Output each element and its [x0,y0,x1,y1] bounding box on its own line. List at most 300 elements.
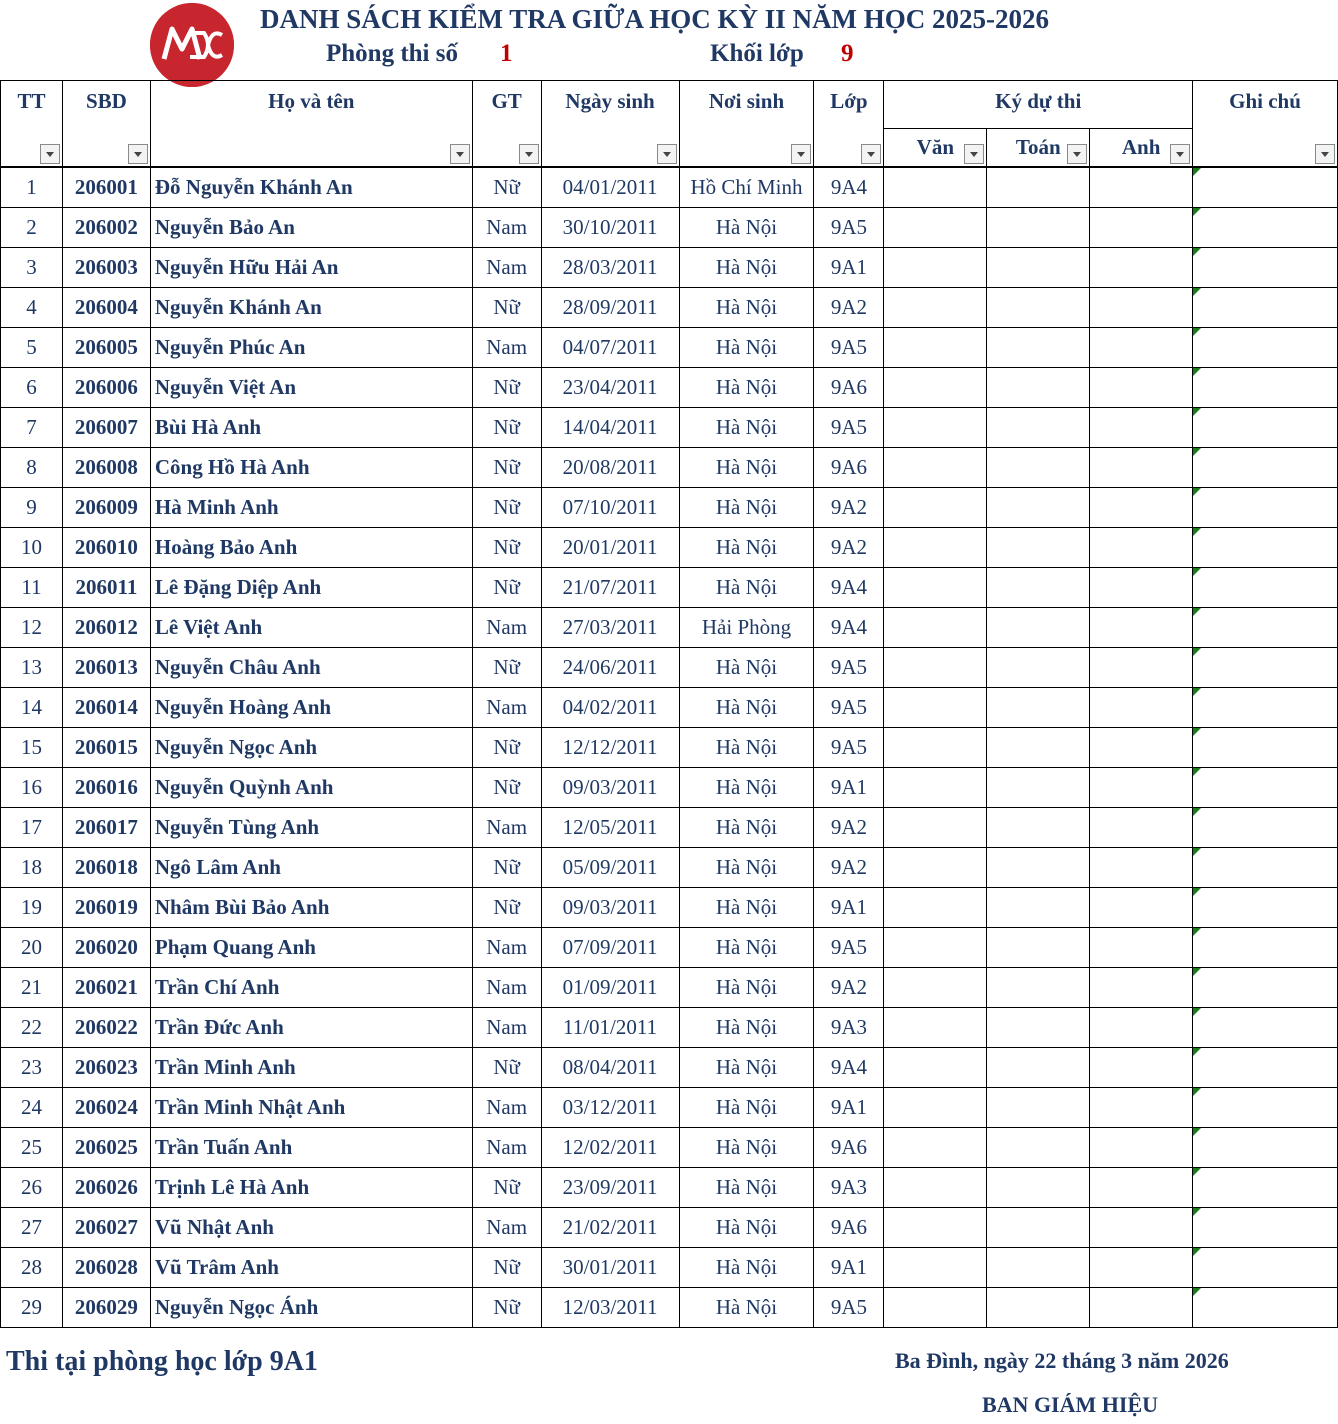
cell-toan[interactable] [987,888,1090,928]
cell-van[interactable] [884,1128,987,1168]
cell-van[interactable] [884,688,987,728]
cell-dob[interactable]: 12/03/2011 [541,1288,679,1328]
cell-note[interactable] [1193,408,1338,448]
cell-gt[interactable]: Nữ [472,288,541,328]
cell-gt[interactable]: Nam [472,968,541,1008]
cell-pob[interactable]: Hà Nội [679,1088,814,1128]
cell-sbd[interactable]: 206014 [62,688,150,728]
cell-dob[interactable]: 12/12/2011 [541,728,679,768]
cell-anh[interactable] [1090,528,1193,568]
cell-dob[interactable]: 28/09/2011 [541,288,679,328]
cell-tt[interactable]: 19 [1,888,63,928]
cell-note[interactable] [1193,1248,1338,1288]
cell-note[interactable] [1193,208,1338,248]
cell-name[interactable]: Nguyễn Khánh An [150,288,472,328]
cell-van[interactable] [884,1088,987,1128]
cell-class[interactable]: 9A2 [814,848,884,888]
cell-dob[interactable]: 12/02/2011 [541,1128,679,1168]
cell-toan[interactable] [987,528,1090,568]
cell-sbd[interactable]: 206028 [62,1248,150,1288]
cell-sbd[interactable]: 206013 [62,648,150,688]
cell-anh[interactable] [1090,848,1193,888]
cell-dob[interactable]: 09/03/2011 [541,768,679,808]
cell-pob[interactable]: Hà Nội [679,1008,814,1048]
cell-name[interactable]: Lê Việt Anh [150,608,472,648]
cell-toan[interactable] [987,568,1090,608]
cell-van[interactable] [884,968,987,1008]
cell-class[interactable]: 9A2 [814,808,884,848]
cell-gt[interactable]: Nam [472,328,541,368]
cell-dob[interactable]: 28/03/2011 [541,248,679,288]
cell-sbd[interactable]: 206026 [62,1168,150,1208]
cell-anh[interactable] [1090,208,1193,248]
cell-sbd[interactable]: 206019 [62,888,150,928]
cell-class[interactable]: 9A2 [814,288,884,328]
cell-tt[interactable]: 20 [1,928,63,968]
cell-toan[interactable] [987,328,1090,368]
cell-tt[interactable]: 21 [1,968,63,1008]
cell-note[interactable] [1193,1208,1338,1248]
cell-van[interactable] [884,1288,987,1328]
cell-anh[interactable] [1090,928,1193,968]
cell-gt[interactable]: Nữ [472,1288,541,1328]
cell-name[interactable]: Trịnh Lê Hà Anh [150,1168,472,1208]
cell-gt[interactable]: Nam [472,208,541,248]
cell-toan[interactable] [987,408,1090,448]
cell-note[interactable] [1193,1008,1338,1048]
cell-gt[interactable]: Nam [472,1208,541,1248]
cell-anh[interactable] [1090,968,1193,1008]
cell-pob[interactable]: Hà Nội [679,288,814,328]
cell-class[interactable]: 9A2 [814,968,884,1008]
cell-anh[interactable] [1090,1048,1193,1088]
cell-toan[interactable] [987,848,1090,888]
cell-name[interactable]: Lê Đặng Diệp Anh [150,568,472,608]
cell-note[interactable] [1193,167,1338,208]
cell-anh[interactable] [1090,448,1193,488]
cell-anh[interactable] [1090,608,1193,648]
cell-toan[interactable] [987,1208,1090,1248]
cell-gt[interactable]: Nữ [472,768,541,808]
filter-dropdown-icon[interactable] [450,144,470,164]
cell-van[interactable] [884,608,987,648]
filter-dropdown-icon[interactable] [657,144,677,164]
cell-dob[interactable]: 21/02/2011 [541,1208,679,1248]
cell-class[interactable]: 9A5 [814,648,884,688]
cell-anh[interactable] [1090,1208,1193,1248]
cell-gt[interactable]: Nữ [472,1168,541,1208]
cell-note[interactable] [1193,568,1338,608]
cell-class[interactable]: 9A5 [814,328,884,368]
cell-dob[interactable]: 20/08/2011 [541,448,679,488]
cell-class[interactable]: 9A2 [814,528,884,568]
cell-dob[interactable]: 04/02/2011 [541,688,679,728]
cell-sbd[interactable]: 206009 [62,488,150,528]
cell-tt[interactable]: 29 [1,1288,63,1328]
cell-toan[interactable] [987,288,1090,328]
cell-gt[interactable]: Nữ [472,408,541,448]
cell-note[interactable] [1193,688,1338,728]
cell-dob[interactable]: 03/12/2011 [541,1088,679,1128]
cell-class[interactable]: 9A1 [814,1248,884,1288]
cell-pob[interactable]: Hà Nội [679,1208,814,1248]
cell-dob[interactable]: 27/03/2011 [541,608,679,648]
filter-dropdown-icon[interactable] [1067,144,1087,164]
cell-tt[interactable]: 14 [1,688,63,728]
cell-van[interactable] [884,928,987,968]
cell-class[interactable]: 9A5 [814,208,884,248]
cell-sbd[interactable]: 206017 [62,808,150,848]
cell-van[interactable] [884,488,987,528]
cell-class[interactable]: 9A4 [814,608,884,648]
cell-note[interactable] [1193,848,1338,888]
cell-name[interactable]: Nguyễn Hữu Hải An [150,248,472,288]
cell-class[interactable]: 9A1 [814,888,884,928]
cell-class[interactable]: 9A5 [814,728,884,768]
cell-toan[interactable] [987,928,1090,968]
cell-tt[interactable]: 18 [1,848,63,888]
cell-sbd[interactable]: 206022 [62,1008,150,1048]
cell-pob[interactable]: Hà Nội [679,528,814,568]
cell-sbd[interactable]: 206003 [62,248,150,288]
cell-van[interactable] [884,1248,987,1288]
cell-class[interactable]: 9A3 [814,1008,884,1048]
cell-name[interactable]: Công Hồ Hà Anh [150,448,472,488]
cell-sbd[interactable]: 206002 [62,208,150,248]
cell-class[interactable]: 9A4 [814,167,884,208]
cell-note[interactable] [1193,728,1338,768]
cell-name[interactable]: Nguyễn Hoàng Anh [150,688,472,728]
cell-toan[interactable] [987,688,1090,728]
cell-pob[interactable]: Hà Nội [679,648,814,688]
cell-note[interactable] [1193,648,1338,688]
cell-toan[interactable] [987,648,1090,688]
cell-toan[interactable] [987,768,1090,808]
cell-dob[interactable]: 07/10/2011 [541,488,679,528]
cell-dob[interactable]: 30/10/2011 [541,208,679,248]
cell-name[interactable]: Bùi Hà Anh [150,408,472,448]
cell-gt[interactable]: Nữ [472,368,541,408]
cell-gt[interactable]: Nữ [472,448,541,488]
cell-name[interactable]: Nhâm Bùi Bảo Anh [150,888,472,928]
cell-pob[interactable]: Hà Nội [679,728,814,768]
cell-name[interactable]: Hoàng Bảo Anh [150,528,472,568]
cell-note[interactable] [1193,808,1338,848]
cell-anh[interactable] [1090,1288,1193,1328]
cell-dob[interactable]: 30/01/2011 [541,1248,679,1288]
cell-tt[interactable]: 16 [1,768,63,808]
cell-name[interactable]: Trần Minh Nhật Anh [150,1088,472,1128]
cell-sbd[interactable]: 206016 [62,768,150,808]
cell-note[interactable] [1193,1168,1338,1208]
cell-anh[interactable] [1090,728,1193,768]
cell-anh[interactable] [1090,568,1193,608]
cell-name[interactable]: Trần Chí Anh [150,968,472,1008]
cell-van[interactable] [884,808,987,848]
cell-anh[interactable] [1090,288,1193,328]
cell-name[interactable]: Nguyễn Phúc An [150,328,472,368]
cell-sbd[interactable]: 206007 [62,408,150,448]
cell-gt[interactable]: Nữ [472,1048,541,1088]
cell-anh[interactable] [1090,408,1193,448]
cell-tt[interactable]: 26 [1,1168,63,1208]
cell-sbd[interactable]: 206020 [62,928,150,968]
cell-sbd[interactable]: 206011 [62,568,150,608]
cell-tt[interactable]: 15 [1,728,63,768]
cell-name[interactable]: Nguyễn Ngọc Anh [150,728,472,768]
cell-pob[interactable]: Hà Nội [679,368,814,408]
cell-note[interactable] [1193,488,1338,528]
cell-gt[interactable]: Nam [472,248,541,288]
cell-gt[interactable]: Nam [472,928,541,968]
cell-tt[interactable]: 10 [1,528,63,568]
filter-dropdown-icon[interactable] [519,144,539,164]
cell-note[interactable] [1193,928,1338,968]
cell-tt[interactable]: 7 [1,408,63,448]
cell-sbd[interactable]: 206015 [62,728,150,768]
cell-toan[interactable] [987,1088,1090,1128]
cell-note[interactable] [1193,1288,1338,1328]
cell-sbd[interactable]: 206021 [62,968,150,1008]
cell-pob[interactable]: Hà Nội [679,688,814,728]
cell-note[interactable] [1193,448,1338,488]
cell-class[interactable]: 9A6 [814,1128,884,1168]
cell-note[interactable] [1193,248,1338,288]
cell-gt[interactable]: Nam [472,688,541,728]
cell-dob[interactable]: 12/05/2011 [541,808,679,848]
cell-class[interactable]: 9A5 [814,928,884,968]
cell-dob[interactable]: 01/09/2011 [541,968,679,1008]
cell-gt[interactable]: Nữ [472,1248,541,1288]
cell-class[interactable]: 9A2 [814,488,884,528]
cell-toan[interactable] [987,1048,1090,1088]
cell-name[interactable]: Nguyễn Việt An [150,368,472,408]
cell-name[interactable]: Ngô Lâm Anh [150,848,472,888]
cell-dob[interactable]: 05/09/2011 [541,848,679,888]
cell-class[interactable]: 9A5 [814,688,884,728]
cell-anh[interactable] [1090,248,1193,288]
cell-class[interactable]: 9A1 [814,248,884,288]
cell-sbd[interactable]: 206006 [62,368,150,408]
cell-gt[interactable]: Nữ [472,488,541,528]
cell-van[interactable] [884,728,987,768]
cell-anh[interactable] [1090,328,1193,368]
cell-pob[interactable]: Hà Nội [679,1168,814,1208]
cell-anh[interactable] [1090,768,1193,808]
cell-dob[interactable]: 20/01/2011 [541,528,679,568]
cell-pob[interactable]: Hà Nội [679,208,814,248]
cell-class[interactable]: 9A4 [814,568,884,608]
cell-pob[interactable]: Hà Nội [679,1248,814,1288]
cell-pob[interactable]: Hà Nội [679,488,814,528]
cell-sbd[interactable]: 206005 [62,328,150,368]
cell-class[interactable]: 9A3 [814,1168,884,1208]
cell-pob[interactable]: Hà Nội [679,888,814,928]
cell-van[interactable] [884,1168,987,1208]
cell-pob[interactable]: Hà Nội [679,328,814,368]
cell-van[interactable] [884,648,987,688]
cell-note[interactable] [1193,288,1338,328]
filter-dropdown-icon[interactable] [791,144,811,164]
cell-dob[interactable]: 07/09/2011 [541,928,679,968]
cell-van[interactable] [884,568,987,608]
cell-pob[interactable]: Hà Nội [679,968,814,1008]
cell-pob[interactable]: Hồ Chí Minh [679,167,814,208]
cell-anh[interactable] [1090,1088,1193,1128]
cell-van[interactable] [884,408,987,448]
cell-tt[interactable]: 28 [1,1248,63,1288]
cell-gt[interactable]: Nam [472,1128,541,1168]
cell-name[interactable]: Nguyễn Châu Anh [150,648,472,688]
cell-toan[interactable] [987,728,1090,768]
filter-dropdown-icon[interactable] [1315,144,1335,164]
cell-van[interactable] [884,167,987,208]
cell-gt[interactable]: Nữ [472,648,541,688]
cell-tt[interactable]: 6 [1,368,63,408]
cell-anh[interactable] [1090,368,1193,408]
cell-class[interactable]: 9A6 [814,1208,884,1248]
cell-toan[interactable] [987,808,1090,848]
cell-van[interactable] [884,1008,987,1048]
cell-anh[interactable] [1090,1008,1193,1048]
cell-note[interactable] [1193,1048,1338,1088]
cell-sbd[interactable]: 206012 [62,608,150,648]
cell-sbd[interactable]: 206010 [62,528,150,568]
cell-dob[interactable]: 11/01/2011 [541,1008,679,1048]
cell-sbd[interactable]: 206004 [62,288,150,328]
cell-gt[interactable]: Nam [472,608,541,648]
filter-dropdown-icon[interactable] [1170,144,1190,164]
cell-pob[interactable]: Hà Nội [679,808,814,848]
cell-name[interactable]: Trần Đức Anh [150,1008,472,1048]
cell-toan[interactable] [987,488,1090,528]
cell-anh[interactable] [1090,1248,1193,1288]
cell-class[interactable]: 9A1 [814,768,884,808]
cell-name[interactable]: Đỗ Nguyễn Khánh An [150,167,472,208]
cell-anh[interactable] [1090,648,1193,688]
cell-tt[interactable]: 5 [1,328,63,368]
cell-sbd[interactable]: 206008 [62,448,150,488]
cell-note[interactable] [1193,888,1338,928]
cell-pob[interactable]: Hà Nội [679,768,814,808]
cell-dob[interactable]: 09/03/2011 [541,888,679,928]
cell-class[interactable]: 9A5 [814,408,884,448]
cell-dob[interactable]: 14/04/2011 [541,408,679,448]
cell-name[interactable]: Trần Tuấn Anh [150,1128,472,1168]
cell-class[interactable]: 9A4 [814,1048,884,1088]
cell-sbd[interactable]: 206023 [62,1048,150,1088]
cell-van[interactable] [884,848,987,888]
cell-van[interactable] [884,888,987,928]
filter-dropdown-icon[interactable] [861,144,881,164]
cell-van[interactable] [884,208,987,248]
cell-van[interactable] [884,448,987,488]
cell-tt[interactable]: 17 [1,808,63,848]
cell-van[interactable] [884,528,987,568]
cell-sbd[interactable]: 206001 [62,167,150,208]
cell-name[interactable]: Nguyễn Bảo An [150,208,472,248]
cell-sbd[interactable]: 206024 [62,1088,150,1128]
cell-anh[interactable] [1090,1168,1193,1208]
cell-note[interactable] [1193,528,1338,568]
cell-name[interactable]: Trần Minh Anh [150,1048,472,1088]
cell-sbd[interactable]: 206018 [62,848,150,888]
cell-class[interactable]: 9A6 [814,448,884,488]
cell-tt[interactable]: 22 [1,1008,63,1048]
cell-gt[interactable]: Nữ [472,528,541,568]
cell-toan[interactable] [987,968,1090,1008]
cell-note[interactable] [1193,1128,1338,1168]
cell-anh[interactable] [1090,167,1193,208]
cell-van[interactable] [884,288,987,328]
cell-tt[interactable]: 23 [1,1048,63,1088]
cell-name[interactable]: Nguyễn Ngọc Ánh [150,1288,472,1328]
cell-pob[interactable]: Hà Nội [679,1048,814,1088]
cell-note[interactable] [1193,328,1338,368]
cell-sbd[interactable]: 206027 [62,1208,150,1248]
cell-dob[interactable]: 04/01/2011 [541,167,679,208]
cell-name[interactable]: Vũ Trâm Anh [150,1248,472,1288]
cell-dob[interactable]: 21/07/2011 [541,568,679,608]
cell-van[interactable] [884,248,987,288]
filter-dropdown-icon[interactable] [964,144,984,164]
cell-note[interactable] [1193,1088,1338,1128]
cell-tt[interactable]: 24 [1,1088,63,1128]
cell-van[interactable] [884,768,987,808]
cell-gt[interactable]: Nữ [472,728,541,768]
filter-dropdown-icon[interactable] [40,144,60,164]
cell-gt[interactable]: Nữ [472,848,541,888]
cell-tt[interactable]: 27 [1,1208,63,1248]
cell-sbd[interactable]: 206025 [62,1128,150,1168]
cell-class[interactable]: 9A5 [814,1288,884,1328]
cell-pob[interactable]: Hà Nội [679,1128,814,1168]
cell-pob[interactable]: Hà Nội [679,568,814,608]
cell-toan[interactable] [987,1248,1090,1288]
cell-dob[interactable]: 24/06/2011 [541,648,679,688]
cell-name[interactable]: Phạm Quang Anh [150,928,472,968]
cell-pob[interactable]: Hà Nội [679,848,814,888]
cell-tt[interactable]: 4 [1,288,63,328]
cell-pob[interactable]: Hà Nội [679,1288,814,1328]
cell-name[interactable]: Nguyễn Tùng Anh [150,808,472,848]
cell-toan[interactable] [987,167,1090,208]
cell-name[interactable]: Nguyễn Quỳnh Anh [150,768,472,808]
cell-anh[interactable] [1090,488,1193,528]
cell-toan[interactable] [987,608,1090,648]
cell-tt[interactable]: 8 [1,448,63,488]
cell-toan[interactable] [987,1288,1090,1328]
filter-dropdown-icon[interactable] [128,144,148,164]
cell-note[interactable] [1193,368,1338,408]
cell-tt[interactable]: 13 [1,648,63,688]
cell-note[interactable] [1193,768,1338,808]
cell-name[interactable]: Vũ Nhật Anh [150,1208,472,1248]
cell-pob[interactable]: Hà Nội [679,248,814,288]
cell-van[interactable] [884,368,987,408]
cell-gt[interactable]: Nữ [472,568,541,608]
cell-dob[interactable]: 04/07/2011 [541,328,679,368]
cell-tt[interactable]: 11 [1,568,63,608]
cell-note[interactable] [1193,968,1338,1008]
cell-gt[interactable]: Nam [472,1088,541,1128]
cell-dob[interactable]: 23/04/2011 [541,368,679,408]
cell-tt[interactable]: 9 [1,488,63,528]
cell-gt[interactable]: Nữ [472,167,541,208]
cell-toan[interactable] [987,1128,1090,1168]
cell-name[interactable]: Hà Minh Anh [150,488,472,528]
cell-anh[interactable] [1090,1128,1193,1168]
